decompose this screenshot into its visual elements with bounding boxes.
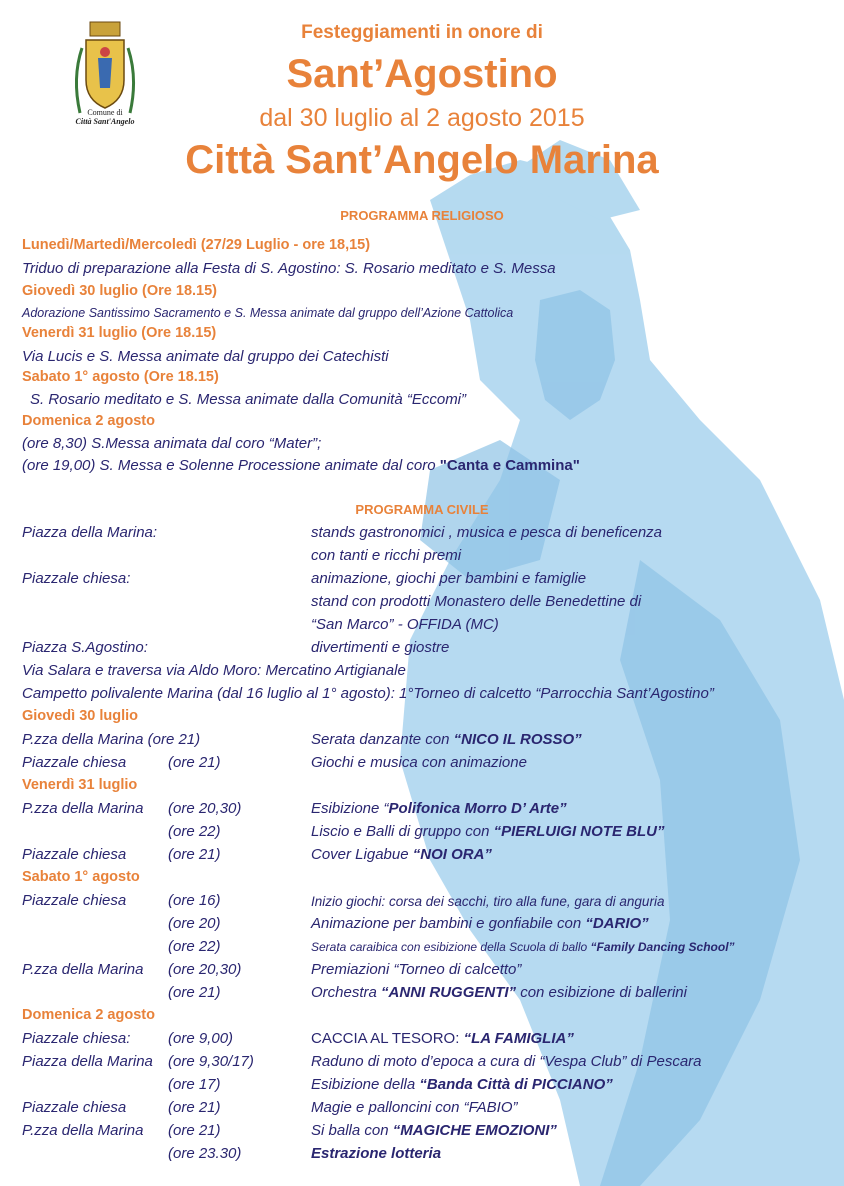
crest-caption-line1: Comune di (87, 108, 123, 117)
civ-d4-r6-time: (ore 23.30) (168, 1145, 242, 1162)
rel-day-3-text: Via Lucis e S. Messa animate dal gruppo dei Catechisti (22, 348, 389, 365)
civ-day-1-heading: Giovedì 30 luglio (22, 708, 139, 724)
civ-d3-r2-event (311, 915, 649, 932)
civ-d4-r5-artist: “MAGICHE EMOZIONI” (392, 1122, 557, 1139)
civ-d2-r2-text: Liscio e Balli di gruppo con (311, 823, 494, 840)
civ-d1-r1-text: Serata danzante con (311, 731, 454, 748)
civ-d2-r3-time: (ore 21) (168, 846, 221, 863)
civ-d3-r4-time: (ore 20,30) (168, 961, 242, 978)
civ-place-2: Piazzale chiesa: (22, 570, 131, 587)
rel-day-5-text2 (22, 457, 580, 474)
civ-d4-r1-time: (ore 9,00) (168, 1030, 234, 1047)
rel-day-5-text2-plain: (ore 19,00) S. Messa e Solenne Processione animate dal coro (22, 457, 440, 474)
civ-d4-r3-text: Esibizione della (311, 1076, 420, 1093)
civ-d4-r3-event (311, 1076, 613, 1093)
civ-d3-r1-time: (ore 16) (168, 892, 221, 909)
civ-place-4: Via Salara e traversa via Aldo Moro: Mercatino Artigianale (22, 662, 406, 679)
civ-d3-r3-event (311, 940, 735, 954)
rel-day-5-choir: "Canta e Cammina" (439, 457, 580, 474)
civ-place-1: Piazza della Marina: (22, 524, 158, 541)
civ-d4-r1-artist: “LA FAMIGLIA” (463, 1030, 574, 1047)
civ-place-2-desc-b: stand con prodotti Monastero delle Benedettine di (311, 593, 642, 610)
civil-program-title: PROGRAMMA CIVILE (355, 502, 489, 517)
civ-place-2-desc-c: “San Marco” - OFFIDA (MC) (311, 616, 499, 633)
civ-place-1-desc-b: con tanti e ricchi premi (311, 547, 462, 564)
civ-day-3-heading: Sabato 1° agosto (22, 869, 140, 885)
civ-d4-r5-place: P.zza della Marina (22, 1122, 144, 1139)
civ-d3-r3-text: Serata caraibica con esibizione della Scuola di ballo (311, 940, 591, 954)
civ-d4-r5-text: Si balla con (311, 1122, 393, 1139)
civ-d3-r2-text: Animazione per bambini e gonfiabile con (311, 915, 586, 932)
civ-d3-r2-artist: “DARIO” (585, 915, 649, 932)
rel-day-2-text: Adorazione Santissimo Sacramento e S. Messa animate dal gruppo dell’Azione Cattolica (22, 306, 514, 320)
crest-caption-line2: Città Sant'Angelo (75, 117, 135, 126)
civ-d4-r2-event: Raduno di moto d’epoca a cura di “Vespa Club” di Pescara (311, 1053, 702, 1070)
civ-d2-r2-event (311, 823, 664, 840)
civ-d3-r5-text2: con esibizione di ballerini (516, 984, 687, 1001)
civ-d4-r4-place: Piazzale chiesa (22, 1099, 127, 1116)
civ-d3-r5-text: Orchestra (311, 984, 382, 1001)
civ-d2-r1-text: Esibizione “ (311, 800, 389, 817)
civ-d4-r2-place: Piazza della Marina (22, 1053, 153, 1070)
civ-d4-r3-artist: “Banda Città di PICCIANO” (419, 1076, 613, 1093)
civ-d3-r2-time: (ore 20) (168, 915, 221, 932)
civ-d3-r5-event (311, 984, 687, 1001)
rel-day-5-text1: (ore 8,30) S.Messa animata dal coro “Mater”; (22, 435, 322, 452)
civ-d3-r5-time: (ore 21) (168, 984, 221, 1001)
civ-d3-r3-artist: “Family Dancing School” (590, 940, 735, 954)
civ-d3-r1-place: Piazzale chiesa (22, 892, 127, 909)
civ-d4-r4-time: (ore 21) (168, 1099, 221, 1116)
civ-d2-r3-event (311, 846, 492, 863)
rel-day-3-heading: Venerdì 31 luglio (Ore 18.15) (22, 325, 217, 341)
civ-place-2-desc-a: animazione, giochi per bambini e famiglie (311, 570, 587, 587)
civ-d2-r3-text: Cover Ligabue (311, 846, 413, 863)
civ-day-4-heading: Domenica 2 agosto (22, 1007, 155, 1023)
civ-d2-r3-place: Piazzale chiesa (22, 846, 127, 863)
civ-d2-r1-place: P.zza della Marina (22, 800, 144, 817)
civ-d4-r6-event: Estrazione lotteria (311, 1145, 442, 1162)
civ-d1-r1-place: P.zza della Marina (ore 21) (22, 731, 201, 748)
civ-d1-r2-event: Giochi e musica con animazione (311, 754, 527, 771)
civ-d2-r1-artist: Polifonica Morro D’ Arte” (388, 800, 567, 817)
civ-day-2-heading: Venerdì 31 luglio (22, 777, 138, 793)
civ-d2-r3-artist: “NOI ORA” (412, 846, 492, 863)
civ-place-1-desc-a: stands gastronomici , musica e pesca di beneficenza (311, 524, 663, 541)
civ-d3-r1-event: Inizio giochi: corsa dei sacchi, tiro alla fune, gara di anguria (311, 894, 665, 909)
civ-d4-r1-event (311, 1030, 574, 1047)
civ-d1-r2-time: (ore 21) (168, 754, 221, 771)
rel-day-4-text: S. Rosario meditato e S. Messa animate dalla Comunità “Eccomi” (30, 391, 467, 408)
civ-d4-r5-event (311, 1122, 557, 1139)
poster-title-place: Città Sant’Angelo Marina (185, 138, 659, 182)
civ-d4-r3-time: (ore 17) (168, 1076, 221, 1093)
civ-d2-r1-time: (ore 20,30) (168, 800, 242, 817)
civ-d1-r2-place: Piazzale chiesa (22, 754, 127, 771)
civ-d3-r5-artist: “ANNI RUGGENTI” (381, 984, 517, 1001)
civ-d2-r1-event (311, 800, 567, 817)
civ-d2-r2-time: (ore 22) (168, 823, 221, 840)
religious-program-title: PROGRAMMA RELIGIOSO (340, 208, 504, 223)
poster-subtitle: Festeggiamenti in onore di (301, 22, 543, 43)
rel-day-1-heading: Lunedì/Martedì/Mercoledì (27/29 Luglio - ore 18,15) (22, 237, 371, 253)
civ-d2-r2-artist: “PIERLUIGI NOTE BLU” (493, 823, 665, 840)
civ-d4-r5-time: (ore 21) (168, 1122, 221, 1139)
civ-d3-r4-place: P.zza della Marina (22, 961, 144, 978)
poster-dates: dal 30 luglio al 2 agosto 2015 (259, 104, 585, 132)
civ-d3-r4-event: Premiazioni “Torneo di calcetto” (311, 961, 522, 978)
civ-d4-r1-text: CACCIA AL TESORO: (311, 1030, 464, 1047)
rel-day-1-text: Triduo di preparazione alla Festa di S. Agostino: S. Rosario meditato e S. Messa (22, 260, 556, 277)
civ-d1-r1-event (311, 731, 582, 748)
rel-day-4-heading: Sabato 1° agosto (Ore 18.15) (22, 369, 219, 385)
civ-place-5: Campetto polivalente Marina (dal 16 luglio al 1° agosto): 1°Torneo di calcetto “Parrocchia Sant’Agostino” (22, 685, 714, 702)
civ-d1-r1-artist: “NICO IL ROSSO” (453, 731, 582, 748)
civ-place-3-desc: divertimenti e giostre (311, 639, 450, 656)
civ-d4-r4-event: Magie e palloncini con “FABIO” (311, 1099, 518, 1116)
civ-d3-r3-time: (ore 22) (168, 938, 221, 955)
civ-place-3: Piazza S.Agostino: (22, 639, 148, 656)
civ-d4-r2-time: (ore 9,30/17) (168, 1053, 254, 1070)
rel-day-2-heading: Giovedì 30 luglio (Ore 18.15) (22, 283, 218, 299)
civ-d4-r1-place: Piazzale chiesa: (22, 1030, 131, 1047)
poster-title-saint: Sant’Agostino (286, 52, 558, 96)
rel-day-5-heading: Domenica 2 agosto (22, 413, 155, 429)
